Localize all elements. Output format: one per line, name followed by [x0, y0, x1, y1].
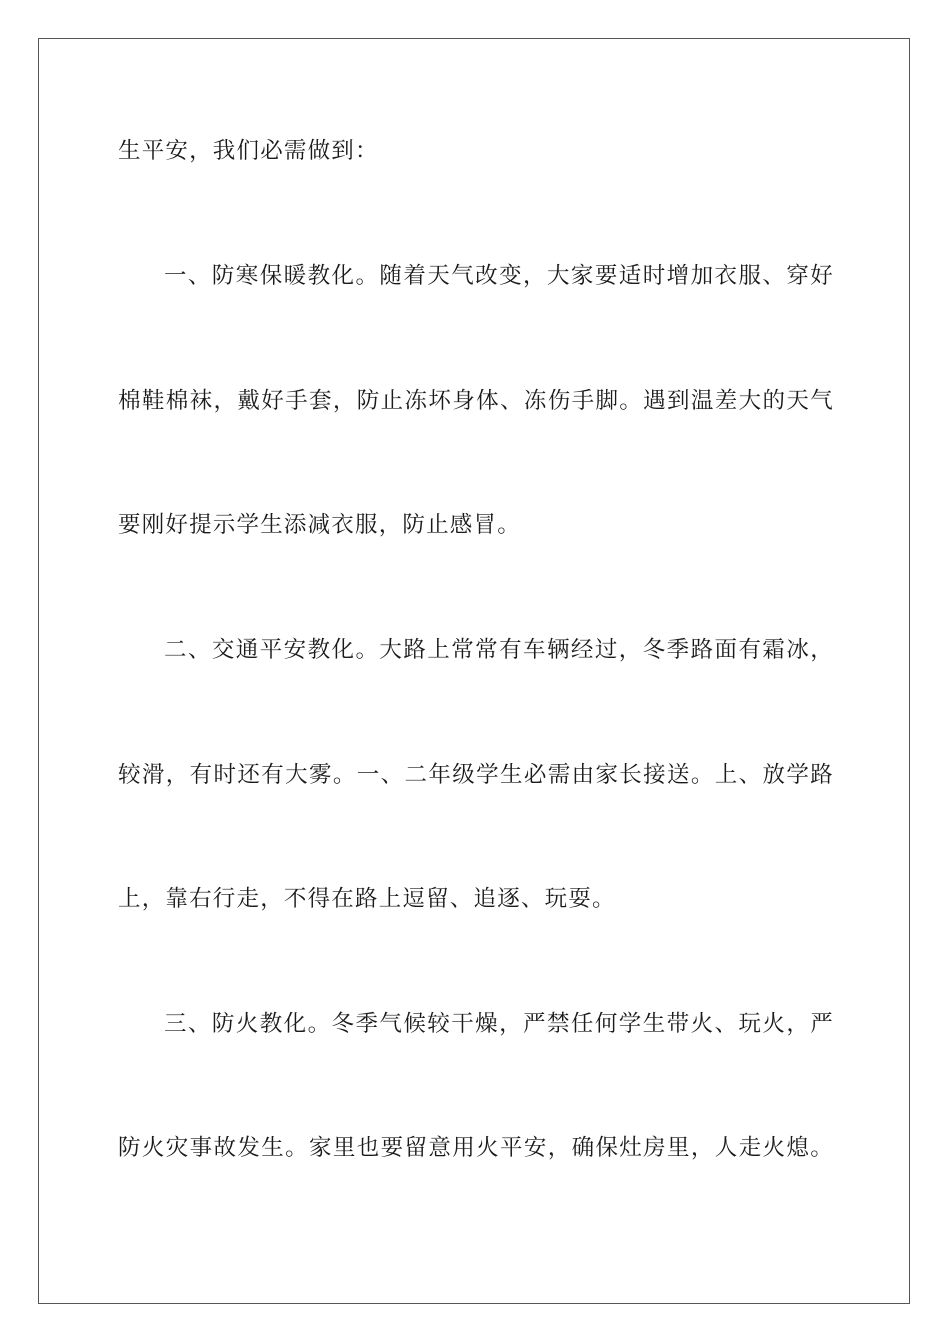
- paragraph-1-line-2: 棉鞋棉袜，戴好手套，防止冻坏身体、冻伤手脚。遇到温差大的天气: [118, 388, 834, 414]
- paragraph-2-line-2: 较滑，有时还有大雾。一、二年级学生必需由家长接送。上、放学路: [118, 762, 834, 788]
- paragraph-3-line-2: 防火灾事故发生。家里也要留意用火平安，确保灶房里，人走火熄。: [118, 1135, 834, 1161]
- text-line: 生平安，我们必需做到：: [118, 138, 379, 164]
- paragraph-1-line-3: 要刚好提示学生添减衣服，防止感冒。: [118, 512, 521, 538]
- page-frame: [38, 38, 910, 1304]
- paragraph-3-line-1: 三、防火教化。冬季气候较干燥，严禁任何学生带火、玩火，严: [164, 1011, 834, 1037]
- paragraph-2-line-1: 二、交通平安教化。大路上常常有车辆经过，冬季路面有霜冰，: [164, 637, 834, 663]
- paragraph-2-line-3: 上，靠右行走，不得在路上逗留、追逐、玩耍。: [118, 886, 616, 912]
- paragraph-1-line-1: 一、防寒保暖教化。随着天气改变，大家要适时增加衣服、穿好: [164, 263, 834, 289]
